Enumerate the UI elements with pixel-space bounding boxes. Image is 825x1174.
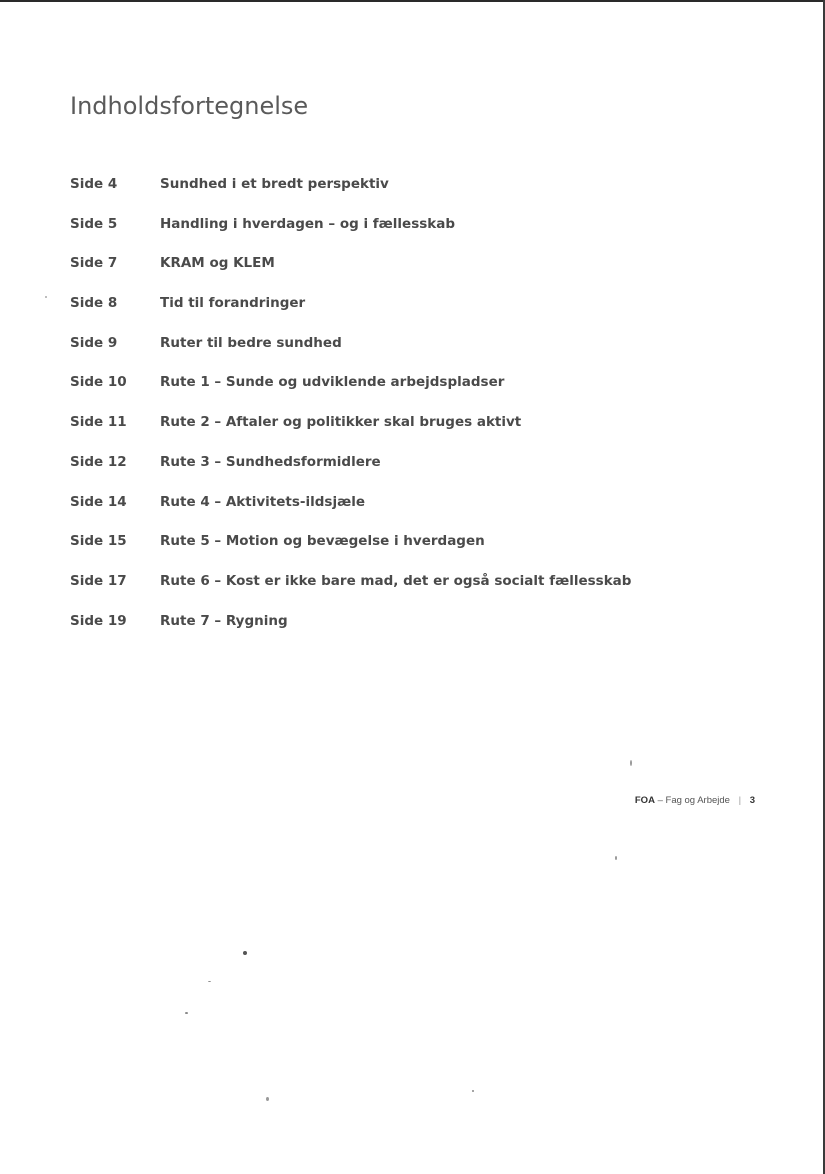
footer-separator: | <box>738 795 742 806</box>
page-footer <box>635 795 755 806</box>
toc-entry-title: Rute 4 – Aktivitets-ildsjæle <box>160 493 366 510</box>
toc-page-number: Side 4 <box>70 176 118 192</box>
toc-page-number: Side 7 <box>70 255 118 272</box>
toc-page-number: Side 10 <box>70 374 127 391</box>
toc-row <box>70 374 670 414</box>
toc-entry-title: Rute 7 – Rygning <box>160 612 288 629</box>
toc-page-number: Side 9 <box>70 334 118 351</box>
scan-speck <box>615 856 617 860</box>
toc-entry-title: Handling i hverdagen – og i fællesskab <box>160 215 456 232</box>
toc-entry-title: Tid til forandringer <box>160 295 306 312</box>
toc-entry-title: Rute 3 – Sundhedsformidlere <box>160 453 381 470</box>
page-title: Indholdsfortegnelse <box>70 92 309 120</box>
scan-speck <box>472 1090 474 1092</box>
toc-row <box>70 573 670 613</box>
toc-row <box>70 255 670 295</box>
scan-speck <box>243 951 247 955</box>
toc-entry-title: Ruter til bedre sundhed <box>160 334 342 351</box>
toc-row <box>70 613 670 653</box>
footer-brand: FOA <box>634 795 655 806</box>
toc-row <box>70 494 670 534</box>
toc-entry-title: Sundhed i et bredt perspektiv <box>160 176 389 192</box>
toc-page-number: Side 14 <box>70 493 127 510</box>
scan-speck <box>630 760 632 766</box>
footer-dash: – <box>657 795 663 806</box>
scan-speck <box>45 296 47 298</box>
toc-page-number: Side 11 <box>70 414 127 431</box>
toc-entry-title: Rute 2 – Aftaler og politikker skal bruges aktivt <box>160 414 522 431</box>
toc-row <box>70 454 670 494</box>
scan-speck <box>266 1097 269 1101</box>
toc-row <box>70 176 670 216</box>
scan-speck <box>185 1012 188 1014</box>
toc-page-number: Side 19 <box>70 612 127 629</box>
toc-row <box>70 533 670 573</box>
toc-row <box>70 216 670 256</box>
toc-row <box>70 335 670 375</box>
table-of-contents <box>70 176 670 652</box>
footer-page-number: 3 <box>749 795 755 806</box>
toc-entry-title: Rute 5 – Motion og bevægelse i hverdagen <box>160 533 485 550</box>
toc-page-number: Side 15 <box>70 533 127 550</box>
toc-page-number: Side 12 <box>70 453 127 470</box>
toc-page-number: Side 5 <box>70 215 118 232</box>
toc-row <box>70 414 670 454</box>
footer-subtitle: Fag og Arbejde <box>665 795 730 806</box>
scan-speck <box>208 981 211 982</box>
toc-entry-title: Rute 1 – Sunde og udviklende arbejdspladser <box>160 374 505 391</box>
toc-entry-title: KRAM og KLEM <box>160 255 275 272</box>
toc-row <box>70 295 670 335</box>
page-edge-top <box>0 0 825 2</box>
toc-page-number: Side 8 <box>70 295 118 312</box>
toc-page-number: Side 17 <box>70 572 127 589</box>
toc-entry-title: Rute 6 – Kost er ikke bare mad, det er også socialt fællesskab <box>160 572 632 589</box>
